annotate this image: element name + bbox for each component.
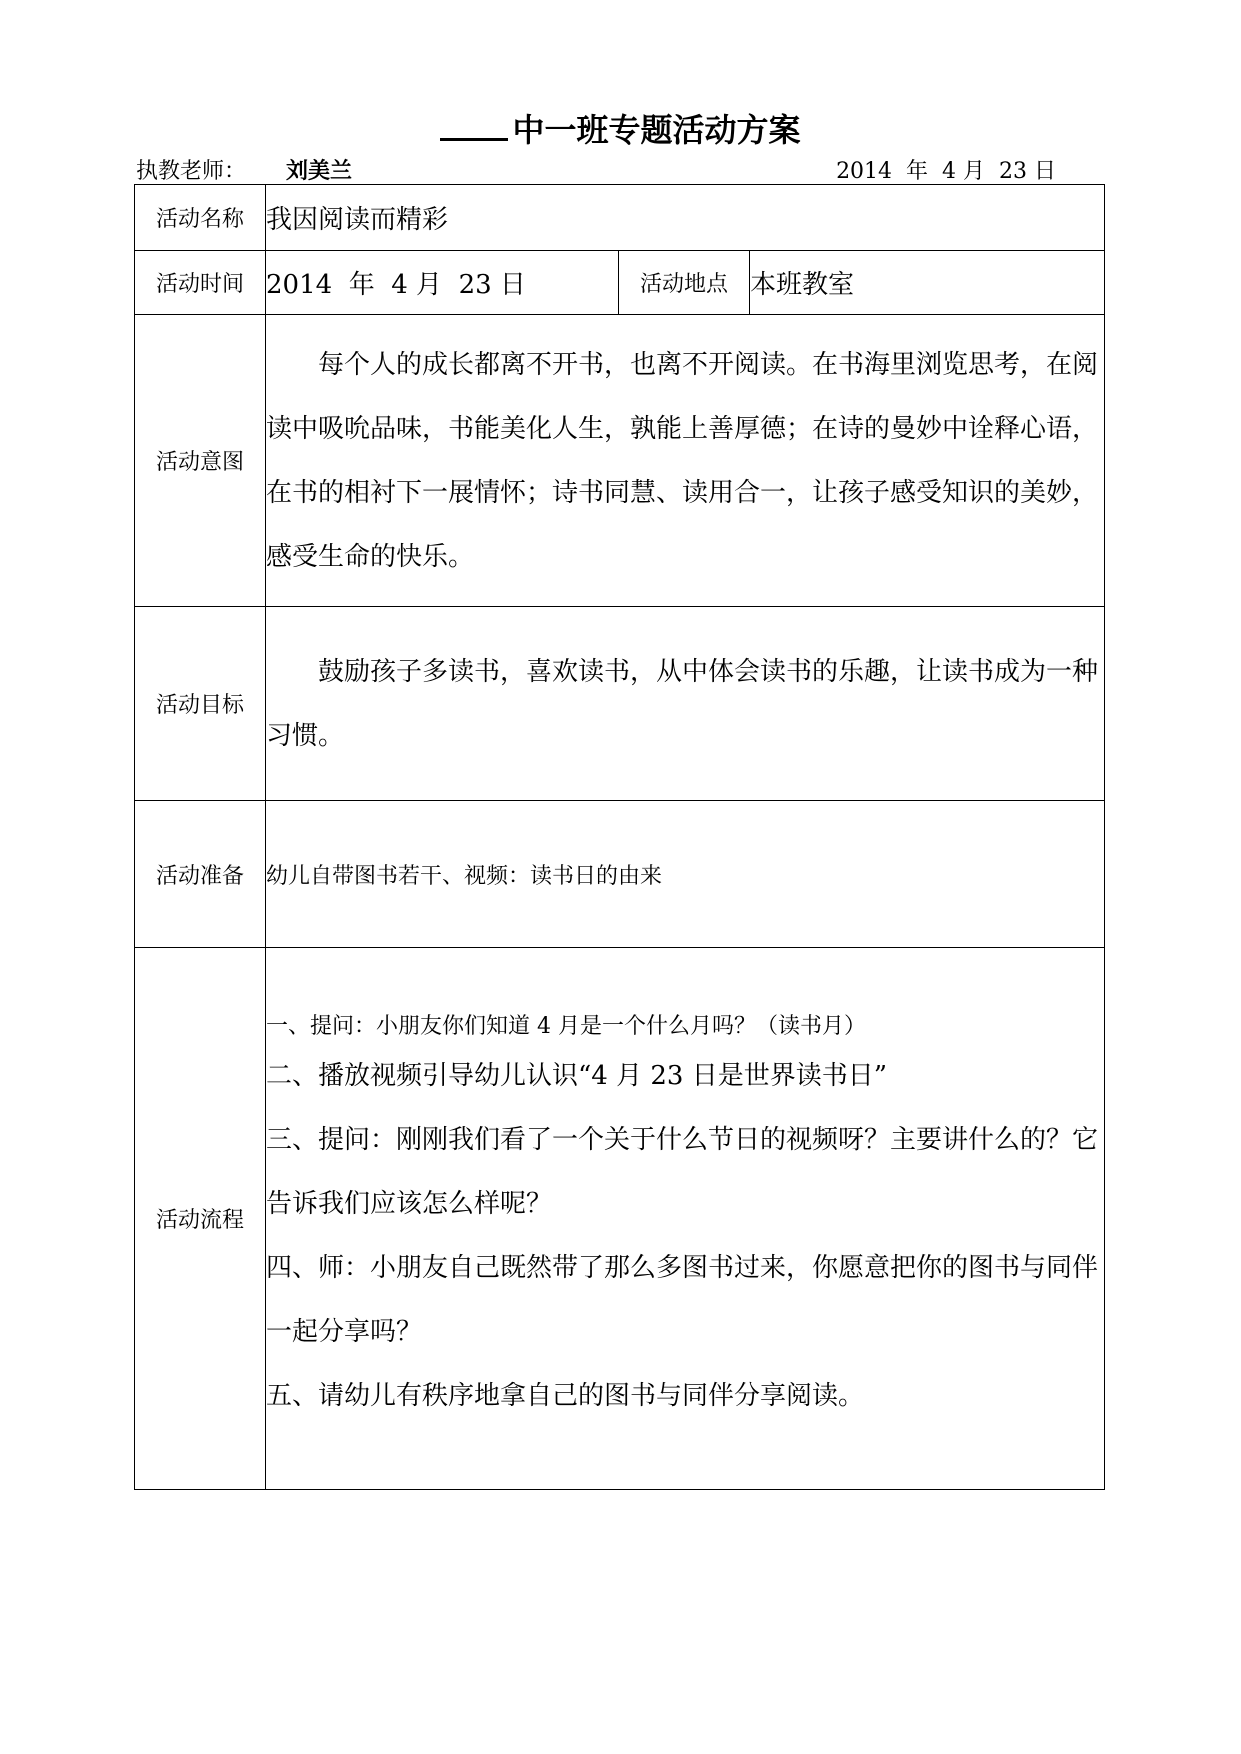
place-value: 本班教室 <box>750 251 1105 315</box>
row-activity-name <box>135 185 1105 251</box>
process-step-1: 一、提问：小朋友你们知道 4 月是一个什么月吗？（读书月） <box>266 1013 866 1039</box>
row-activity-prep <box>135 801 1105 948</box>
prep-label: 活动准备 <box>135 801 266 948</box>
time-value: 2014 年 4 月 23 日 <box>266 251 619 315</box>
name-label: 活动名称 <box>135 185 266 251</box>
intent-text: 每个人的成长都离不开书，也离不开阅读。在书海里浏览思考，在阅读中吸吮品味，书能美化人生，孰能上善厚德；在诗的曼妙中诠释心语，在书的相衬下一展情怀；诗书同慧、读用合一，让孩子感受知识的美妙，感受生命的快乐。 <box>266 315 1105 607</box>
row-activity-goal <box>135 607 1105 801</box>
process-label: 活动流程 <box>135 948 266 1490</box>
time-label: 活动时间 <box>135 251 266 315</box>
place-label: 活动地点 <box>619 251 750 315</box>
goal-text: 鼓励孩子多读书，喜欢读书，从中体会读书的乐趣，让读书成为一种习惯。 <box>266 607 1105 801</box>
goal-label: 活动目标 <box>135 607 266 801</box>
row-activity-intent <box>135 315 1105 607</box>
teacher-name: 刘美兰 <box>286 159 353 184</box>
document-title <box>0 108 1241 152</box>
teacher-label: 执教老师： <box>136 159 247 184</box>
process-step-3: 三、提问：刚刚我们看了一个关于什么节日的视频呀？主要讲什么的？它告诉我们应该怎么样呢？ <box>266 1124 1099 1219</box>
name-value: 我因阅读而精彩 <box>266 185 1105 251</box>
prep-text: 幼儿自带图书若干、视频：读书日的由来 <box>266 801 1105 948</box>
title-blank-line <box>440 108 508 141</box>
process-steps <box>266 948 1105 1490</box>
activity-plan-table <box>134 184 1105 1490</box>
title-text: 中一班专题活动方案 <box>512 111 801 149</box>
header-date: 2014 年 4 月 23 日 <box>836 159 1056 184</box>
header-meta <box>136 154 1056 186</box>
process-step-5: 五、请幼儿有秩序地拿自己的图书与同伴分享阅读。 <box>266 1380 865 1411</box>
intent-label: 活动意图 <box>135 315 266 607</box>
row-activity-time <box>135 251 1105 315</box>
process-step-2: 二、播放视频引导幼儿认识“4 月 23 日是世界读书日” <box>266 1060 888 1091</box>
row-activity-process <box>135 948 1105 1490</box>
process-step-4: 四、师：小朋友自己既然带了那么多图书过来，你愿意把你的图书与同伴一起分享吗？ <box>266 1252 1099 1347</box>
